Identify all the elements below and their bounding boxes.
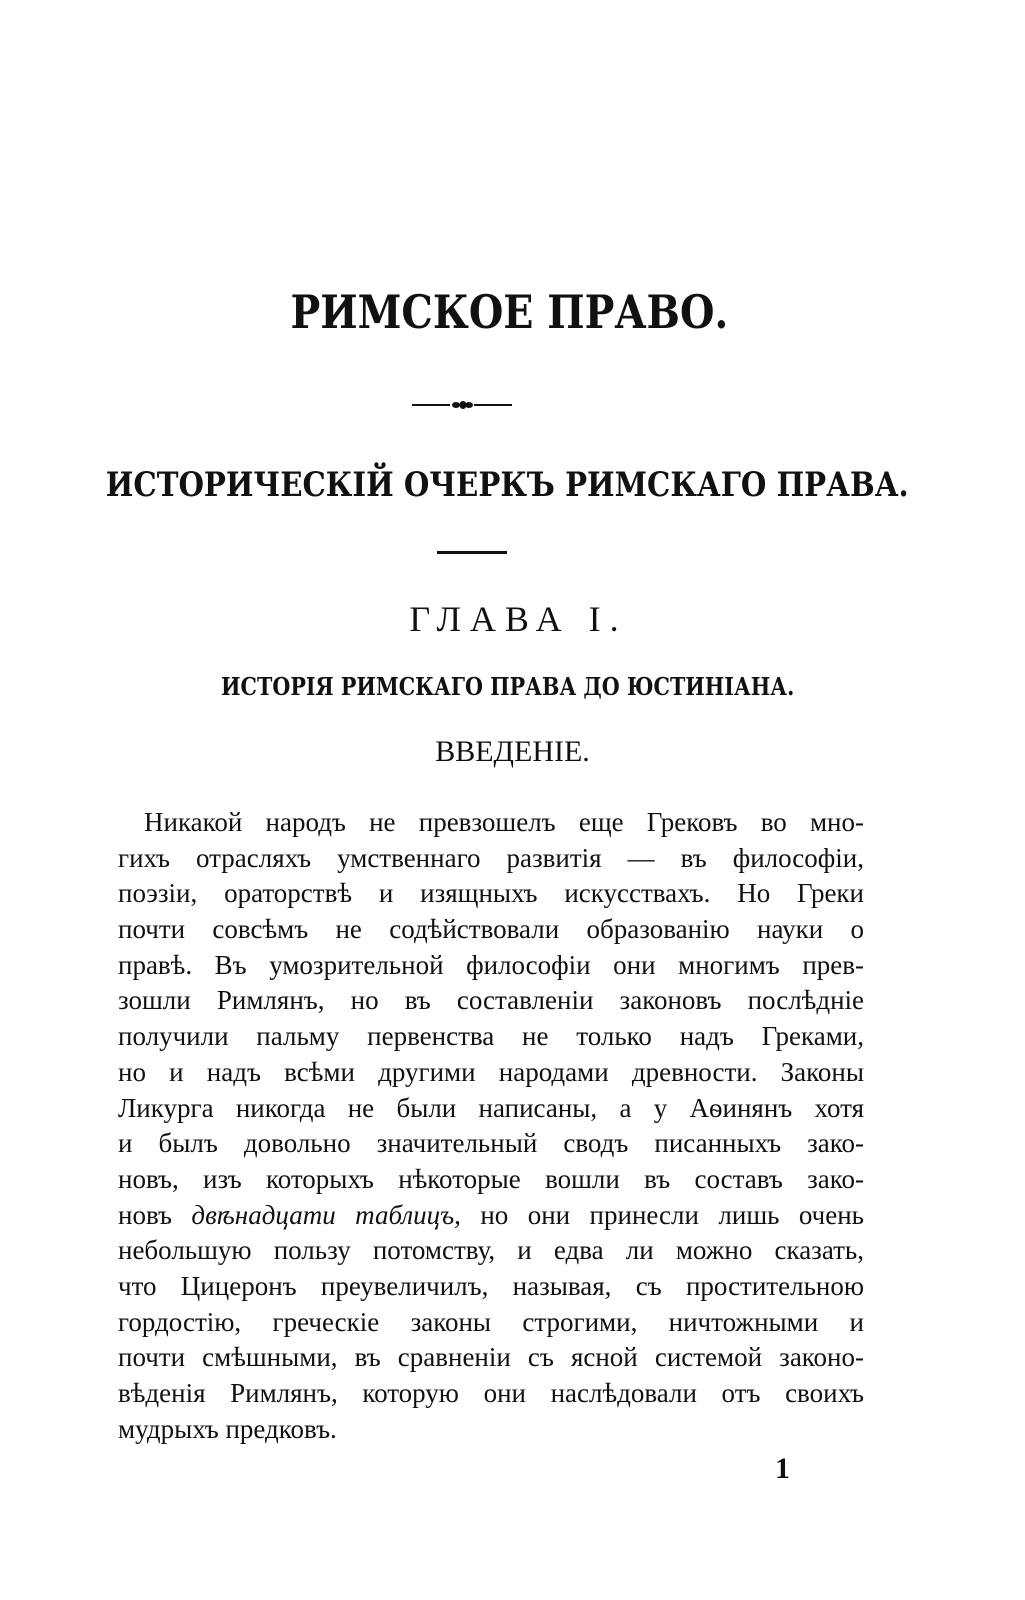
body-paragraph: [118, 805, 864, 1447]
text-line: небольшую пользу потомству, и едва ли можно сказать,: [118, 1235, 864, 1266]
text-line: почти совсѣмъ не содѣйствовали образованію науки о: [118, 914, 864, 945]
italic-phrase: двѣнадцати таблицъ,: [191, 1199, 461, 1230]
text-line: вѣденія Римлянъ, которую они наслѣдовали отъ своихъ: [118, 1378, 864, 1408]
text-line: Ликурга никогда не были написаны, а у Аѳинянъ хотя: [118, 1092, 864, 1123]
text-line: Никакой народъ не превзошелъ еще Грековъ во мно-: [144, 807, 864, 837]
text-line: поэзіи, ораторствѣ и изящныхъ искусствахъ. Но Греки: [118, 878, 864, 909]
chapter-label: ГЛАВА І.: [409, 599, 628, 639]
text-line: почти смѣшными, въ сравненіи съ ясной системой законо-: [118, 1342, 864, 1373]
text-line: получили пальму первенства не только надъ Греками,: [118, 1021, 864, 1052]
page-number: 1: [775, 1452, 790, 1485]
text-line: правѣ. Въ умозрительной философіи они многимъ прев-: [118, 949, 864, 980]
text-line-with-italic: [118, 1198, 864, 1234]
chapter-heading: ИСТОРІЯ РИМСКАГО ПРАВА ДО ЮСТИНІАНА.: [221, 672, 795, 701]
text-line: мудрыхъ предковъ.: [118, 1413, 337, 1444]
page-title: РИМСКОЕ ПРАВО.: [290, 285, 729, 339]
text-line: новъ, изъ которыхъ нѣкоторые вошли въ составъ зако-: [118, 1163, 864, 1194]
essay-title: ИСТОРИЧЕСКІЙ ОЧЕРКЪ РИМСКАГО ПРАВА.: [105, 465, 909, 505]
text-line: что Цицеронъ преувеличилъ, называя, съ простительною: [118, 1270, 864, 1301]
text-fragment: новъ: [118, 1199, 192, 1230]
section-rule: [437, 551, 507, 554]
text-line: но и надъ всѣми другими народами древности. Законы: [118, 1056, 864, 1087]
text-fragment: но они принесли лишь очень: [460, 1199, 864, 1230]
text-line: гихъ отрасляхъ умственнаго развитія — въ философіи,: [118, 842, 864, 873]
text-line: гордостію, греческіе законы строгими, ничтожными и: [118, 1306, 864, 1337]
text-line: и былъ довольно значительный сводъ писанныхъ зако-: [118, 1128, 864, 1159]
section-heading: ВВЕДЕНІЕ.: [435, 735, 590, 768]
text-line: зошли Римлянъ, но въ составленіи законовъ послѣдніе: [118, 985, 864, 1016]
ornament-divider: [412, 399, 512, 411]
